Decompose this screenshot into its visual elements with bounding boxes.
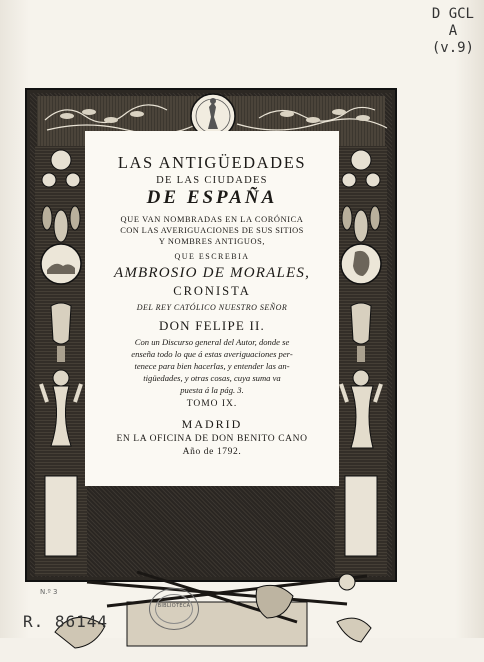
left-pillar [35, 146, 87, 576]
shelfmark-line-1: D GCL [431, 6, 474, 22]
right-pillar [335, 146, 387, 576]
library-stamp [149, 588, 199, 630]
author-role: CRONISTA [173, 284, 251, 298]
description-line: tenece para bien hacerlas, y entender las an- [134, 361, 290, 371]
imprint-year: Año de 1792. [182, 447, 242, 457]
title-country: DE ESPAÑA [146, 187, 278, 208]
description-line: Con un Discurso general del Autor, donde se [134, 337, 290, 347]
volume-number: TOMO IX. [186, 399, 238, 409]
author-name: AMBROSIO DE MORALES, [113, 265, 311, 281]
title-sub: DE LAS CIUDADES [156, 175, 268, 186]
title-line-c: Y NOMBRES ANTIGUOS, [158, 237, 266, 246]
title-panel [85, 131, 339, 486]
description-line: puesta á la pág. 3. [180, 385, 244, 395]
imprint-printer: EN LA OFICINA DE DON BENITO CANO [116, 434, 308, 444]
small-mark: N.º 3 [40, 588, 58, 596]
king-name: DON FELIPE II. [159, 318, 265, 333]
description-line: enseña todo lo que á estas averiguaciones per- [131, 349, 293, 359]
que-escrebia: QUE ESCREBIA [174, 252, 250, 261]
stamp-text: BIBLIOTECA [157, 603, 191, 609]
title-line-b: CON LAS AVERIGUACIONES DE SUS SITIOS [120, 226, 304, 235]
book-title: LAS ANTIGÜEDADES [117, 153, 307, 172]
imprint-city: MADRID [181, 417, 243, 431]
handwritten-shelfmark [432, 6, 474, 57]
king-line: DEL REY CATÓLICO NUESTRO SEÑOR [136, 303, 288, 312]
call-number: R. 86144 [23, 612, 109, 631]
shelfmark-line-2: A [448, 23, 458, 39]
title-line-a: QUE VAN NOMBRADAS EN LA CORÓNICA [120, 215, 304, 224]
description-block [95, 336, 329, 396]
shelfmark-line-3: (v.9) [431, 40, 474, 56]
stamp-inner-ring [155, 594, 193, 624]
description-line: tigüedades, y otras cosas, cuya suma va [143, 373, 281, 383]
